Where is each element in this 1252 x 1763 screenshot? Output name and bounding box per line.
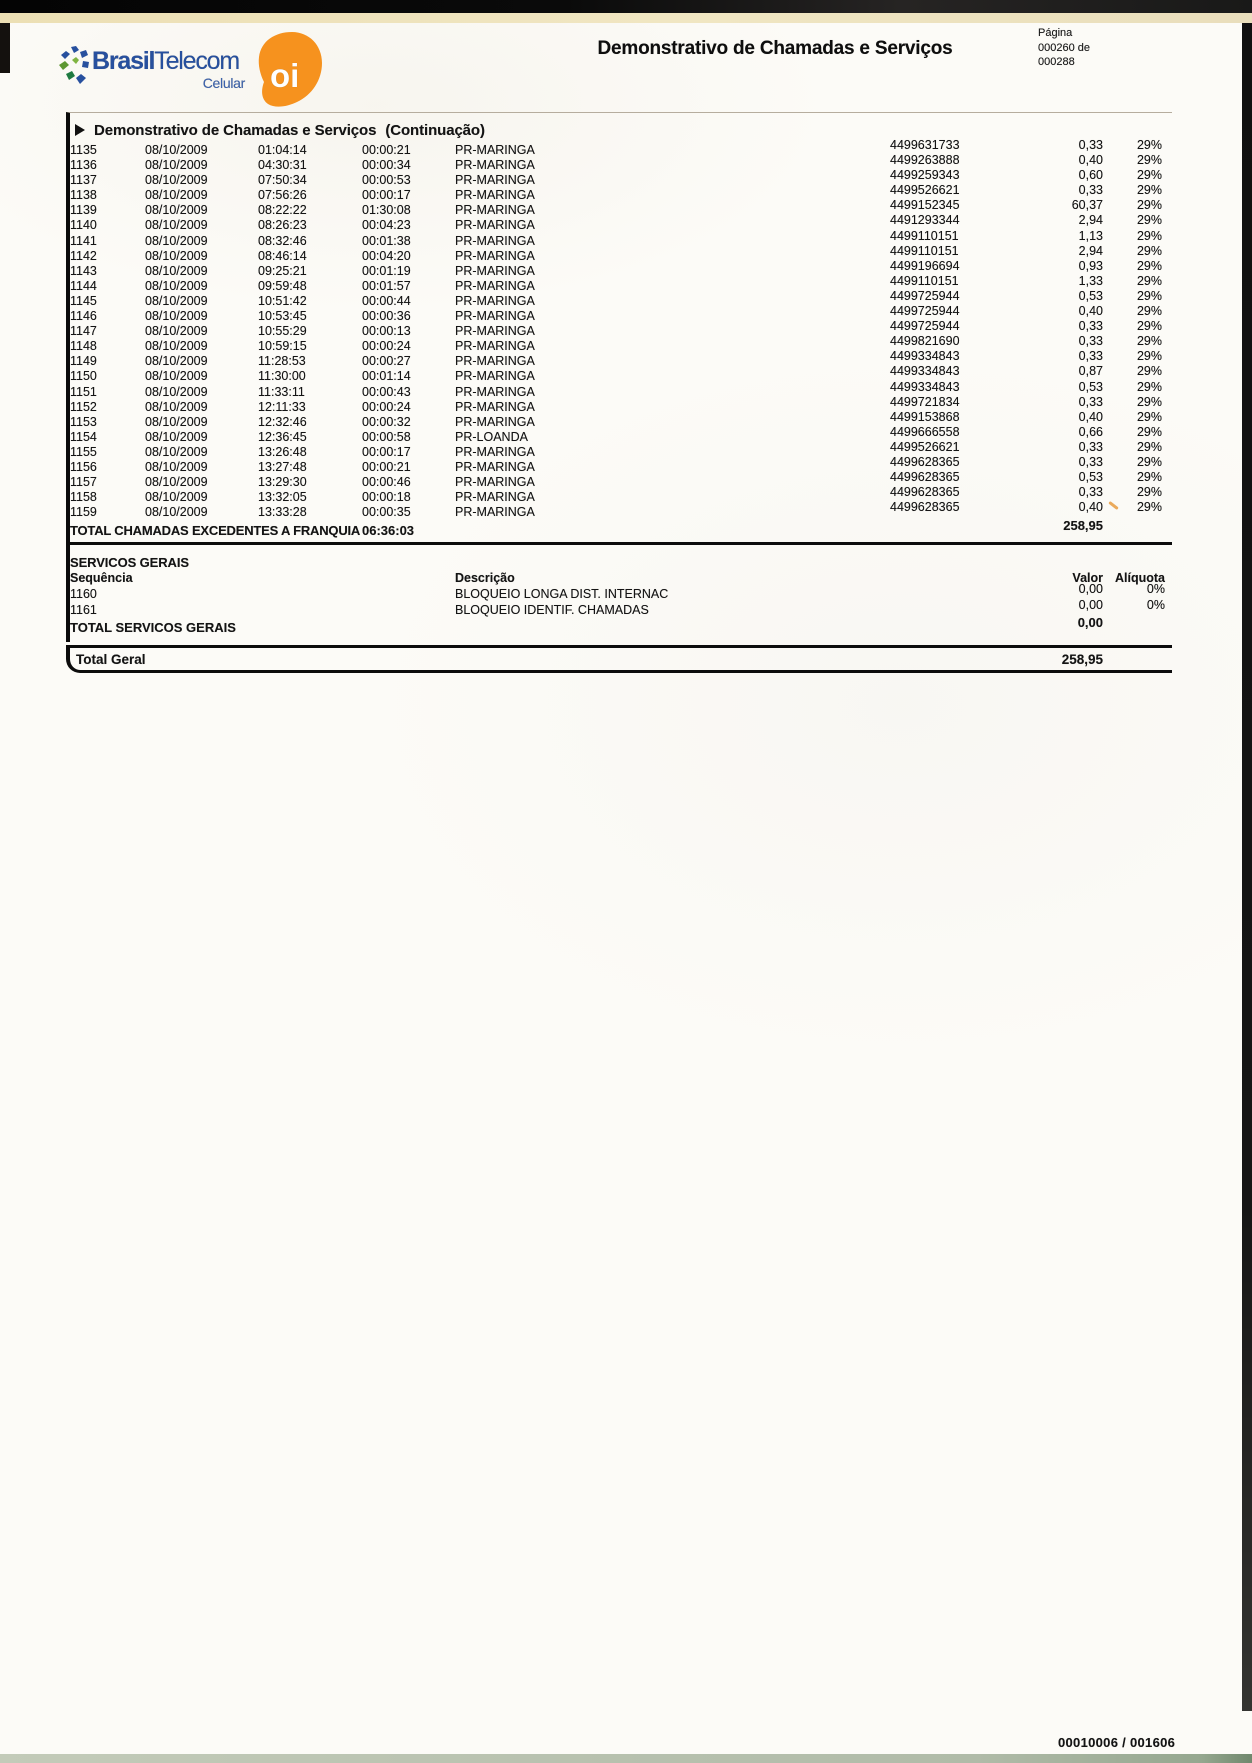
- call-phone: 4499526621: [890, 183, 960, 198]
- call-seq: 1144: [70, 278, 97, 293]
- call-phone: 4499334843: [890, 364, 960, 379]
- call-tax: 29%: [1136, 258, 1162, 273]
- call-phone: 4499153868: [890, 409, 960, 424]
- call-location: PR-MARINGA: [455, 324, 535, 339]
- call-phone: 4499628365: [890, 500, 960, 515]
- call-tax: 29%: [1136, 424, 1162, 439]
- page-number: 000260 de: [1038, 41, 1090, 54]
- call-tax: 29%: [1136, 138, 1162, 152]
- call-seq: 1158: [70, 490, 97, 505]
- call-value: 0,33: [1078, 439, 1103, 454]
- call-seq: 1145: [70, 293, 97, 308]
- call-tax: 29%: [1136, 304, 1162, 319]
- call-date: 08/10/2009: [145, 505, 208, 520]
- calls-total-label: TOTAL CHAMADAS EXCEDENTES A FRANQUIA: [70, 523, 361, 539]
- call-location: PR-MARINGA: [455, 263, 535, 278]
- call-time: 13:33:28: [258, 505, 307, 520]
- call-phone: 4499334843: [890, 349, 960, 364]
- section-title: Demonstrativo de Chamadas e Serviços: [94, 121, 377, 139]
- services-section: [70, 545, 1172, 642]
- call-seq: 1147: [70, 324, 97, 339]
- call-seq: 1151: [70, 384, 97, 399]
- call-seq: 1142: [70, 248, 97, 263]
- call-location: PR-MARINGA: [455, 293, 535, 308]
- call-seq: 1141: [70, 233, 97, 248]
- call-duration: 00:00:53: [362, 173, 411, 188]
- call-date: 08/10/2009: [145, 203, 208, 218]
- brand-subtitle: Celular: [202, 75, 245, 91]
- call-value: 0,33: [1078, 349, 1103, 364]
- call-value: 0,66: [1078, 424, 1103, 439]
- call-location: PR-MARINGA: [455, 505, 535, 520]
- call-seq: 1136: [70, 158, 97, 173]
- call-date: 08/10/2009: [145, 218, 208, 233]
- call-value: 0,40: [1078, 409, 1103, 424]
- call-time: 09:59:48: [258, 278, 307, 293]
- call-date: 08/10/2009: [145, 188, 208, 203]
- call-location: PR-MARINGA: [455, 233, 535, 248]
- call-date: 08/10/2009: [145, 369, 208, 384]
- call-phone: 4499628365: [890, 485, 960, 500]
- footer-document-code: 00010006 / 001606: [1058, 1735, 1176, 1750]
- call-phone: 4499725944: [890, 304, 960, 319]
- call-location: PR-MARINGA: [455, 414, 535, 429]
- call-value: 0,53: [1078, 470, 1103, 485]
- call-time: 08:22:22: [258, 203, 307, 218]
- call-seq: 1152: [70, 399, 97, 414]
- call-tax: 29%: [1136, 198, 1162, 213]
- call-tax: 29%: [1136, 243, 1162, 258]
- call-seq: 1146: [70, 309, 97, 324]
- call-tax: 29%: [1136, 454, 1162, 469]
- call-phone: 4499721834: [890, 394, 960, 409]
- call-tax: 29%: [1136, 168, 1162, 183]
- call-time: 13:29:30: [258, 475, 307, 490]
- call-tax: 29%: [1136, 228, 1162, 243]
- call-seq: 1150: [70, 369, 97, 384]
- call-time: 12:11:33: [258, 399, 306, 414]
- call-date: 08/10/2009: [145, 324, 208, 339]
- brand-name-bold: Brasil: [92, 47, 155, 75]
- call-duration: 00:00:24: [362, 339, 411, 354]
- call-location: PR-MARINGA: [455, 248, 535, 263]
- call-seq: 1153: [70, 414, 97, 429]
- call-duration: 00:00:27: [362, 354, 411, 369]
- grand-total-value: 258,95: [1061, 651, 1103, 667]
- call-value: 0,40: [1078, 500, 1103, 515]
- call-location: PR-MARINGA: [455, 444, 535, 459]
- call-location: PR-MARINGA: [455, 354, 535, 369]
- services-header-seq: Sequência: [70, 571, 133, 586]
- scan-artifact-right-edge: [1242, 23, 1252, 1711]
- call-tax: 29%: [1136, 349, 1162, 364]
- call-location: PR-MARINGA: [455, 158, 535, 173]
- call-date: 08/10/2009: [145, 444, 208, 459]
- call-duration: 00:00:21: [362, 143, 411, 157]
- call-tax: 29%: [1136, 183, 1162, 198]
- brand-text: [92, 48, 246, 91]
- scan-artifact-bottom-strip: [0, 1754, 1252, 1763]
- call-phone: 4499821690: [890, 334, 960, 349]
- call-duration: 00:00:32: [362, 414, 411, 429]
- call-time: 08:26:23: [258, 218, 307, 233]
- call-phone: 4499666558: [890, 424, 960, 439]
- page-total: 000288: [1038, 56, 1075, 68]
- call-tax: 29%: [1136, 409, 1162, 424]
- call-duration: 00:01:19: [362, 263, 411, 278]
- calls-total-duration: 06:36:03: [362, 523, 415, 539]
- call-duration: 00:00:34: [362, 158, 411, 173]
- call-time: 10:59:15: [258, 339, 307, 354]
- service-seq: 1160: [70, 587, 97, 602]
- brand-name-regular: Telecom: [154, 47, 239, 75]
- call-date: 08/10/2009: [145, 490, 208, 505]
- call-location: PR-MARINGA: [455, 218, 535, 233]
- call-tax: 29%: [1136, 364, 1162, 379]
- call-date: 08/10/2009: [145, 173, 208, 188]
- page-label: Página: [1038, 27, 1073, 39]
- service-value: 0,00: [1078, 582, 1103, 597]
- call-time: 07:50:34: [258, 173, 307, 188]
- call-seq: 1159: [70, 505, 97, 520]
- call-phone: 4491293344: [890, 213, 960, 228]
- call-seq: 1156: [70, 459, 97, 474]
- call-location: PR-LOANDA: [455, 429, 528, 444]
- call-location: PR-MARINGA: [455, 490, 535, 505]
- call-time: 04:30:31: [258, 158, 307, 173]
- calls-table: [70, 138, 1172, 520]
- call-date: 08/10/2009: [145, 278, 208, 293]
- call-date: 08/10/2009: [145, 158, 208, 173]
- call-location: PR-MARINGA: [455, 475, 535, 490]
- call-duration: 00:00:13: [362, 324, 411, 339]
- call-seq: 1148: [70, 339, 97, 354]
- call-phone: 4499110151: [890, 243, 959, 258]
- call-date: 08/10/2009: [145, 143, 208, 157]
- call-phone: 4499631733: [890, 138, 960, 152]
- grand-total-row: [66, 645, 1172, 673]
- call-location: PR-MARINGA: [455, 399, 535, 414]
- call-value: 0,33: [1078, 138, 1103, 152]
- call-time: 10:53:45: [258, 309, 307, 324]
- call-value: 0,60: [1078, 168, 1103, 183]
- call-time: 13:32:05: [258, 490, 307, 505]
- brasil-telecom-pinwheel-icon: [58, 46, 92, 86]
- call-seq: 1154: [70, 429, 97, 444]
- service-desc: BLOQUEIO LONGA DIST. INTERNAC: [455, 587, 669, 602]
- call-seq: 1139: [70, 203, 97, 218]
- call-duration: 00:00:43: [362, 384, 411, 399]
- call-phone: 4499628365: [890, 470, 960, 485]
- call-phone: 4499628365: [890, 454, 960, 469]
- call-duration: 00:01:57: [362, 278, 411, 293]
- call-tax: 29%: [1136, 288, 1162, 303]
- services-total-label: TOTAL SERVICOS GERAIS: [70, 620, 236, 636]
- continuation-arrow-icon: [75, 124, 85, 136]
- continuation-label: (Continuação): [385, 121, 485, 139]
- call-time: 08:32:46: [258, 233, 307, 248]
- call-seq: 1137: [70, 173, 97, 188]
- call-time: 07:56:26: [258, 188, 307, 203]
- call-tax: 29%: [1136, 394, 1162, 409]
- call-seq: 1143: [70, 263, 97, 278]
- calls-total-value: 258,95: [1063, 518, 1103, 534]
- call-location: PR-MARINGA: [455, 173, 535, 188]
- call-value: 2,94: [1078, 213, 1103, 228]
- call-duration: 00:00:44: [362, 293, 411, 308]
- scan-artifact-left-edge: [0, 23, 10, 73]
- oi-logo: [256, 30, 324, 110]
- call-value: 1,33: [1078, 273, 1103, 288]
- call-value: 0,33: [1078, 334, 1103, 349]
- brand-name: [92, 48, 246, 74]
- call-time: 01:04:14: [258, 143, 307, 157]
- call-date: 08/10/2009: [145, 263, 208, 278]
- call-duration: 00:00:18: [362, 490, 411, 505]
- service-tax: 0%: [1146, 597, 1165, 612]
- call-time: 11:33:11: [258, 384, 305, 399]
- call-phone: 4499110151: [890, 273, 959, 288]
- services-header-tax: Alíquota: [1115, 571, 1165, 586]
- call-tax: 29%: [1136, 470, 1162, 485]
- call-phone: 4499725944: [890, 288, 960, 303]
- call-value: 0,53: [1078, 379, 1103, 394]
- call-seq: 1155: [70, 444, 97, 459]
- call-value: 0,40: [1078, 153, 1103, 168]
- call-value: 0,33: [1078, 394, 1103, 409]
- call-date: 08/10/2009: [145, 399, 208, 414]
- call-duration: 00:04:20: [362, 248, 411, 263]
- service-seq: 1161: [70, 602, 97, 617]
- call-location: PR-MARINGA: [455, 384, 535, 399]
- call-value: 0,40: [1078, 304, 1103, 319]
- call-duration: 00:00:35: [362, 505, 411, 520]
- call-duration: 00:00:21: [362, 459, 411, 474]
- call-value: 0,87: [1078, 364, 1103, 379]
- call-value: 0,93: [1078, 258, 1103, 273]
- call-duration: 01:30:08: [362, 203, 411, 218]
- call-value: 1,13: [1078, 228, 1103, 243]
- page-title: Demonstrativo de Chamadas e Serviços: [597, 38, 953, 59]
- call-duration: 00:00:17: [362, 188, 411, 203]
- call-value: 0,33: [1078, 319, 1103, 334]
- call-value: 0,33: [1078, 485, 1103, 500]
- call-date: 08/10/2009: [145, 293, 208, 308]
- call-phone: 4499110151: [890, 228, 959, 243]
- call-duration: 00:00:58: [362, 429, 411, 444]
- call-phone: 4499334843: [890, 379, 960, 394]
- call-location: PR-MARINGA: [455, 309, 535, 324]
- call-location: PR-MARINGA: [455, 339, 535, 354]
- call-date: 08/10/2009: [145, 233, 208, 248]
- call-tax: 29%: [1136, 485, 1162, 500]
- call-phone: 4499259343: [890, 168, 960, 183]
- call-time: 11:30:00: [258, 369, 306, 384]
- call-tax: 29%: [1136, 500, 1162, 515]
- call-duration: 00:04:23: [362, 218, 411, 233]
- call-duration: 00:01:14: [362, 369, 411, 384]
- call-date: 08/10/2009: [145, 248, 208, 263]
- call-tax: 29%: [1136, 379, 1162, 394]
- call-location: PR-MARINGA: [455, 188, 535, 203]
- services-total-row: [70, 615, 1172, 642]
- call-date: 08/10/2009: [145, 309, 208, 324]
- call-duration: 00:00:46: [362, 475, 411, 490]
- call-seq: 1140: [70, 218, 97, 233]
- call-phone: 4499196694: [890, 258, 960, 273]
- call-tax: 29%: [1136, 273, 1162, 288]
- calls-total-row: [70, 518, 1172, 545]
- oi-label: oi: [270, 57, 300, 94]
- call-value: 60,37: [1071, 198, 1103, 213]
- call-date: 08/10/2009: [145, 354, 208, 369]
- call-value: 0,33: [1078, 183, 1103, 198]
- call-seq: 1157: [70, 475, 97, 490]
- call-time: 13:27:48: [258, 459, 307, 474]
- call-time: 09:25:21: [258, 263, 307, 278]
- services-rows: [70, 582, 1172, 618]
- scan-artifact-top-bar: [0, 0, 1252, 13]
- call-tax: 29%: [1136, 334, 1162, 349]
- call-location: PR-MARINGA: [455, 143, 535, 157]
- call-date: 08/10/2009: [145, 414, 208, 429]
- page-number-block: [1038, 26, 1090, 70]
- call-duration: 00:00:17: [362, 444, 411, 459]
- call-seq: 1149: [70, 354, 97, 369]
- call-value: 0,53: [1078, 288, 1103, 303]
- call-value: 0,33: [1078, 454, 1103, 469]
- call-tax: 29%: [1136, 213, 1162, 228]
- service-tax: 0%: [1146, 582, 1165, 597]
- call-phone: 4499152345: [890, 198, 960, 213]
- services-header-desc: Descrição: [455, 571, 515, 586]
- call-date: 08/10/2009: [145, 475, 208, 490]
- call-duration: 00:00:24: [362, 399, 411, 414]
- services-total-value: 0,00: [1077, 615, 1103, 631]
- service-value: 0,00: [1078, 597, 1103, 612]
- call-phone: 4499725944: [890, 319, 960, 334]
- call-seq: 1138: [70, 188, 97, 203]
- call-phone: 4499263888: [890, 153, 960, 168]
- services-header-value: Valor: [1072, 571, 1103, 586]
- service-desc: BLOQUEIO IDENTIF. CHAMADAS: [455, 602, 649, 617]
- call-time: 13:26:48: [258, 444, 307, 459]
- grand-total-label: Total Geral: [76, 651, 146, 667]
- call-duration: 00:01:38: [362, 233, 411, 248]
- call-time: 10:55:29: [258, 324, 307, 339]
- call-date: 08/10/2009: [145, 459, 208, 474]
- bill-body: [66, 112, 1172, 673]
- call-duration: 00:00:36: [362, 309, 411, 324]
- call-tax: 29%: [1136, 319, 1162, 334]
- call-seq: 1135: [70, 143, 97, 157]
- call-row: [70, 500, 1172, 520]
- call-tax: 29%: [1136, 153, 1162, 168]
- services-title: SERVICOS GERAIS: [70, 555, 189, 571]
- call-location: PR-MARINGA: [455, 203, 535, 218]
- call-phone: 4499526621: [890, 439, 960, 454]
- call-time: 08:46:14: [258, 248, 307, 263]
- call-date: 08/10/2009: [145, 429, 208, 444]
- call-time: 11:28:53: [258, 354, 306, 369]
- call-time: 12:32:46: [258, 414, 307, 429]
- scan-artifact-cream-strip: [0, 13, 1252, 23]
- call-time: 10:51:42: [258, 293, 307, 308]
- call-date: 08/10/2009: [145, 339, 208, 354]
- call-tax: 29%: [1136, 439, 1162, 454]
- call-location: PR-MARINGA: [455, 369, 535, 384]
- call-location: PR-MARINGA: [455, 459, 535, 474]
- calls-box: [66, 112, 1172, 642]
- call-time: 12:36:45: [258, 429, 307, 444]
- call-date: 08/10/2009: [145, 384, 208, 399]
- call-location: PR-MARINGA: [455, 278, 535, 293]
- call-value: 2,94: [1078, 243, 1103, 258]
